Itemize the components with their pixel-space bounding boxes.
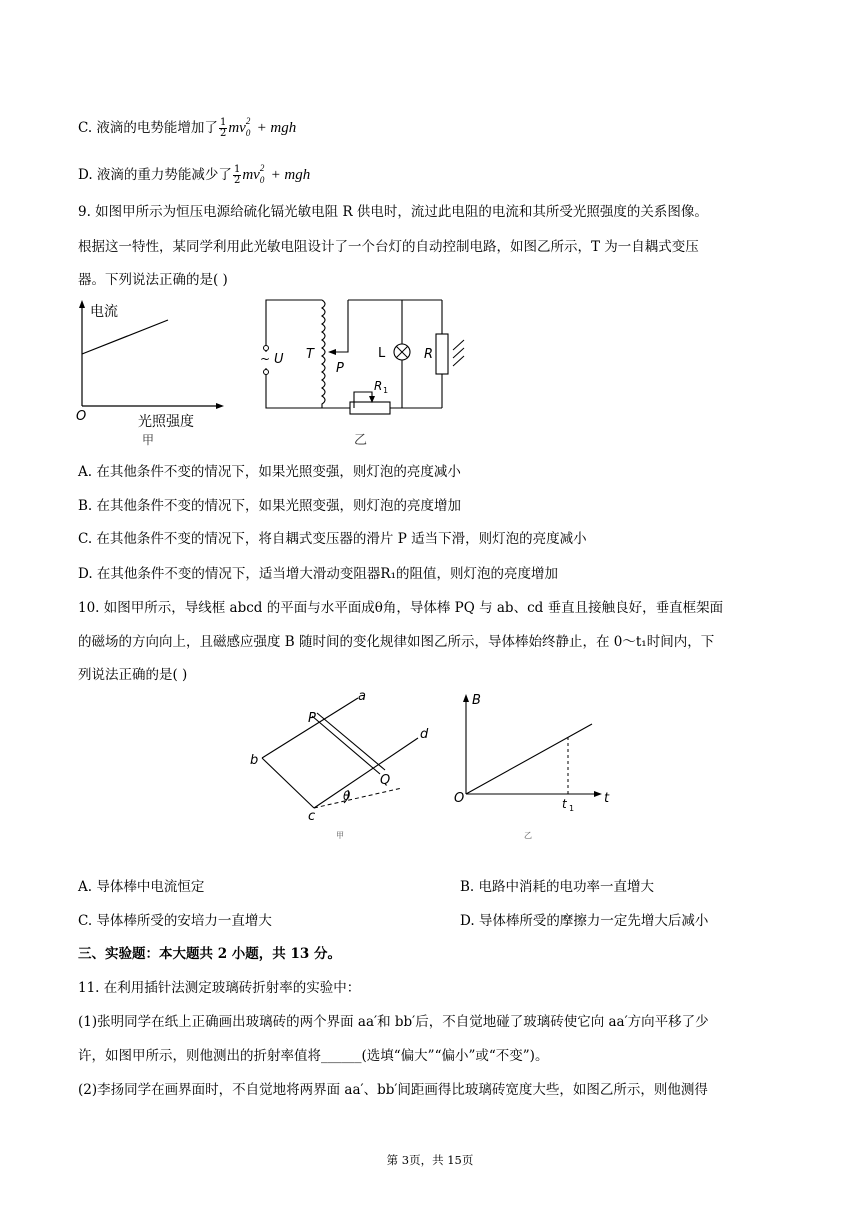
q9-option-d: D. 在其他条件不变的情况下，适当增大滑动变阻器R₁的阻值，则灯泡的亮度增加	[78, 566, 559, 582]
q10-option-d: D. 导体棒所受的摩擦力一定先增大后减小	[460, 913, 709, 929]
q10-option-c: C. 导体棒所受的安培力一直增大	[78, 913, 272, 929]
q10-option-a: A. 导体棒中电流恒定	[78, 879, 205, 895]
lamp-label: L	[378, 346, 386, 361]
photoresistor-label: R	[424, 347, 434, 362]
q9-figure-a-graph	[70, 292, 240, 452]
fraction-numerator: 1	[233, 164, 241, 175]
q10-stem-line3: 列说法正确的是( )	[78, 667, 188, 683]
q9-stem-line1: 9. 如图甲所示为恒压电源给硫化镉光敏电阻 R 供电时，流过此电阻的电流和其所受光照强度的关系图像。	[78, 204, 708, 220]
label-t1: t	[562, 797, 567, 811]
slider-label: P	[336, 361, 344, 376]
q8-option-d-text: D. 液滴的重力势能减少了	[78, 167, 232, 183]
q8-option-c-text: C. 液滴的电势能增加了	[78, 120, 218, 136]
expr-sub: 0	[245, 128, 251, 138]
q9-stem-line3: 器。下列说法正确的是( )	[78, 272, 228, 288]
q10-stem-line2: 的磁场的方向向上，且磁感应强度 B 随时间的变化规律如图乙所示，导体棒始终静止，在 0～t₁时间内，下	[78, 634, 715, 650]
expr-sup: 2	[245, 116, 251, 126]
expr-mv: mv	[242, 167, 260, 183]
label-q: Q	[380, 773, 391, 788]
q11-part1-line2: 许，如图甲所示，则他测出的折射率值将______(选填“偏大”“偏小”或“不变”)。	[78, 1048, 549, 1064]
q11-stem: 11. 在利用插针法测定玻璃砖折射率的实验中：	[78, 980, 361, 996]
label-b: b	[250, 753, 259, 768]
fraction-denominator: 2	[233, 175, 241, 186]
q9-option-b: B. 在其他条件不变的情况下，如果光照变强，则灯泡的亮度增加	[78, 498, 462, 514]
q10-option-b: B. 电路中消耗的电功率一直增大	[460, 879, 655, 895]
transformer-label: T	[306, 347, 314, 362]
figure-caption: 乙	[524, 831, 532, 840]
q10-figure-a-frame	[240, 686, 440, 846]
transformer-coil	[322, 300, 325, 408]
label-d: d	[420, 727, 429, 742]
math-expr	[228, 116, 297, 138]
rheostat-label-sub: 1	[383, 386, 389, 395]
current-intensity-line	[82, 320, 168, 354]
slider-arrow	[328, 349, 336, 355]
label-a: a	[358, 689, 366, 704]
voltage-label: U	[274, 352, 284, 367]
q11-part1-line1: (1)张明同学在纸上正确画出玻璃砖的两个界面 aa′和 bb′后，不自觉地碰了玻璃砖使它向 aa′方向平移了少	[78, 1014, 709, 1030]
q10-option-c-row	[78, 912, 709, 930]
q10-figure-b-graph	[448, 686, 618, 846]
rheostat-label: R	[374, 379, 383, 393]
q8-option-c	[78, 118, 296, 139]
axis-label-t: t	[604, 791, 610, 806]
origin-label: O	[76, 409, 87, 424]
origin-label: O	[454, 791, 465, 806]
label-c: c	[308, 809, 316, 824]
label-theta: θ	[343, 789, 351, 803]
fraction-denominator: 2	[219, 128, 227, 139]
axis-label-b: B	[472, 693, 481, 708]
q10-option-a-row	[78, 878, 655, 896]
q9-figure-b-circuit	[250, 292, 470, 452]
page-footer: 第 3页，共 15页	[386, 1153, 474, 1167]
photoresistor-icon	[436, 334, 448, 374]
expr-rest: + mgh	[266, 167, 311, 183]
expr-mv: mv	[228, 120, 246, 136]
math-expr	[242, 163, 311, 185]
fraction-numerator: 1	[219, 117, 227, 128]
fraction	[233, 165, 241, 186]
expr-sub: 0	[259, 175, 265, 185]
q8-option-d	[78, 165, 310, 186]
label-t1-sub: 1	[569, 804, 575, 813]
q10-stem-line1: 10. 如图甲所示，导线框 abcd 的平面与水平面成θ角，导体棒 PQ 与 ab、cd 垂直且接触良好，垂直框架面	[78, 600, 724, 616]
q9-option-c: C. 在其他条件不变的情况下，将自耦式变压器的滑片 P 适当下滑，则灯泡的亮度减小	[78, 531, 587, 547]
q9-stem-line2: 根据这一特性，某同学利用此光敏电阻设计了一个台灯的自动控制电路，如图乙所示，T 为一自耦式变压	[78, 239, 699, 255]
axis-label-current: 电流	[90, 304, 118, 320]
figure-caption: 乙	[354, 433, 368, 448]
q9-option-a: A. 在其他条件不变的情况下，如果光照变强，则灯泡的亮度减小	[78, 464, 461, 480]
figure-caption: 甲	[142, 433, 155, 447]
fraction	[219, 118, 227, 139]
expr-rest: + mgh	[252, 120, 297, 136]
expr-sup: 2	[259, 163, 265, 173]
section-heading: 三、实验题：本大题共 2 小题，共 13 分。	[78, 946, 341, 962]
q11-part2-line1: (2)李扬同学在画界面时，不自觉地将两界面 aa′、bb′间距画得比玻璃砖宽度大些，如图乙所示，则他测得	[78, 1082, 708, 1098]
b-t-line	[466, 724, 592, 794]
ac-symbol: ~	[260, 352, 271, 366]
rheostat-icon	[350, 402, 390, 414]
figure-caption: 甲	[336, 831, 344, 840]
label-p: P	[308, 711, 316, 726]
axis-label-light: 光照强度	[138, 414, 194, 430]
